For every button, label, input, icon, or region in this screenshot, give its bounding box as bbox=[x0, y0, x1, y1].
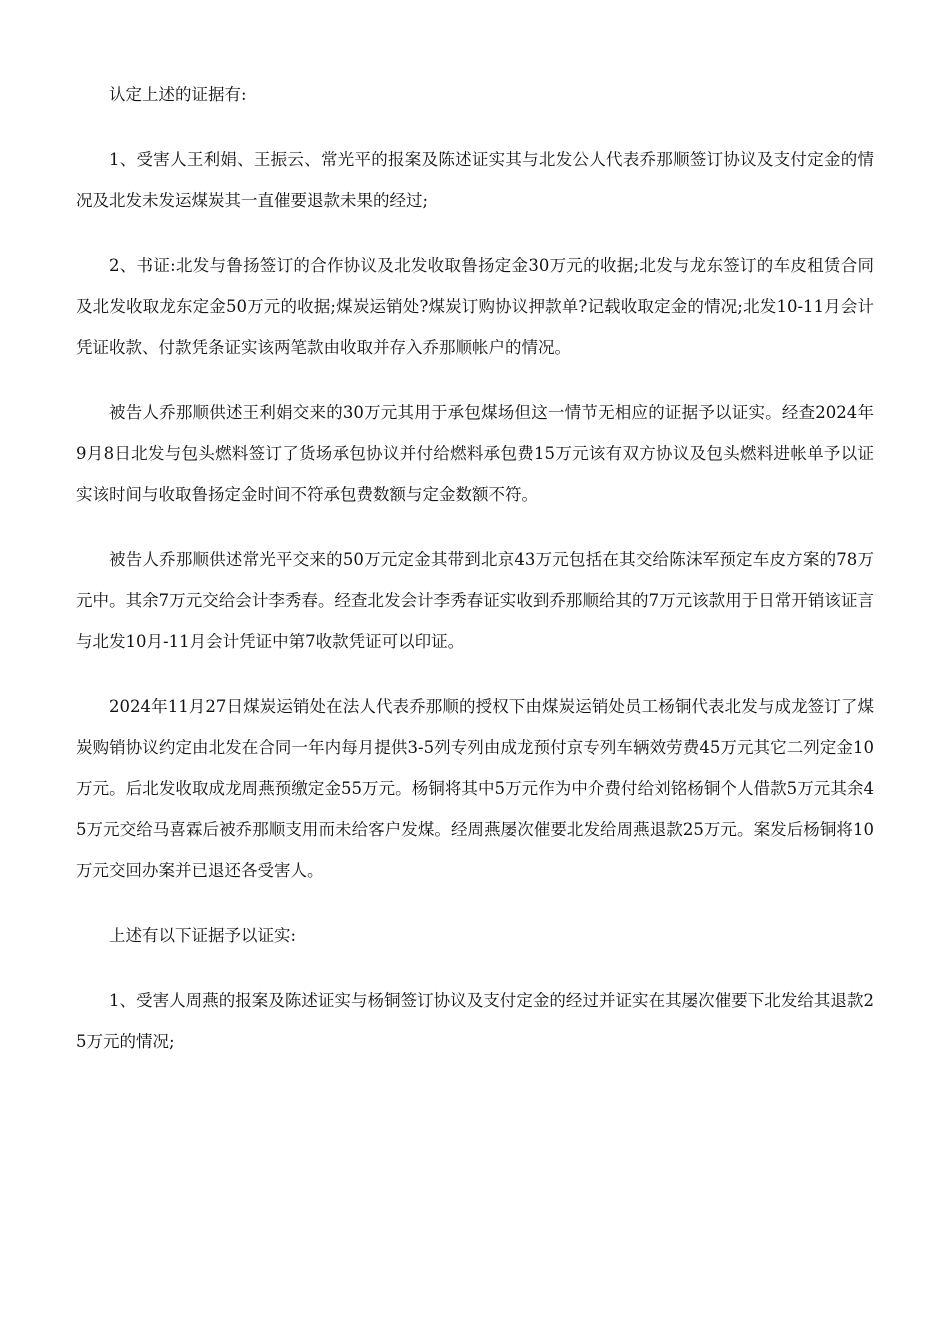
paragraph-evidence-intro-2: 上述有以下证据予以证实: bbox=[109, 926, 297, 945]
paragraph-evidence-1: 1、受害人王利娟、王振云、常光平的报案及陈述证实其与北发公人代表乔那顺签订协议及支付定金的情况及北发未发运煤炭其一直催要退款未果的经过; bbox=[76, 150, 874, 210]
paragraph-coal-agreement: 2024年11月27日煤炭运销处在法人代表乔那顺的授权下由煤炭运销处员工杨铜代表北发与成龙签订了煤炭购销协议约定由北发在合同一年内每月提供3-5列专列由成龙预付京专列车辆效劳费45万元其它二列定金10万元。后北发收取成龙周燕预缴定金55万元。杨铜将其中5万元作为中介费付给刘铭杨铜个人借款5万元其余45万元交给马喜霖后被乔那顺支用而未给客户发煤。经周燕屡次催要北发给周燕退款25万元。案发后杨铜将10万元交回办案并已退还各受害人。 bbox=[76, 697, 874, 880]
paragraph-evidence-intro: 认定上述的证据有: bbox=[109, 85, 247, 104]
paragraph-defendant-statement-2: 被告人乔那顺供述常光平交来的50万元定金其带到北京43万元包括在其交给陈沫军预定车皮方案的78万元中。其余7万元交给会计李秀春。经查北发会计李秀春证实收到乔那顺给其的7万元该款用于日常开销该证言与北发10月-11月会计凭证中第7收款凭证可以印证。 bbox=[76, 550, 874, 651]
paragraph-evidence-victim: 1、受害人周燕的报案及陈述证实与杨铜签订协议及支付定金的经过并证实在其屡次催要下北发给其退款25万元的情况; bbox=[76, 991, 874, 1051]
paragraph-defendant-statement-1: 被告人乔那顺供述王利娟交来的30万元其用于承包煤场但这一情节无相应的证据予以证实。经查2024年9月8日北发与包头燃料签订了货场承包协议并付给燃料承包费15万元该有双方协议及包头燃料进帐单予以证实该时间与收取鲁扬定金时间不符承包费数额与定金数额不符。 bbox=[76, 403, 874, 504]
paragraph-evidence-2: 2、书证:北发与鲁扬签订的合作协议及北发收取鲁扬定金30万元的收据;北发与龙东签订的车皮租赁合同及北发收取龙东定金50万元的收据;煤炭运销处?煤炭订购协议押款单?记载收取定金的情况;北发10-11月会计凭证收款、付款凭条证实该两笔款由收取并存入乔那顺帐户的情况。 bbox=[76, 256, 874, 357]
